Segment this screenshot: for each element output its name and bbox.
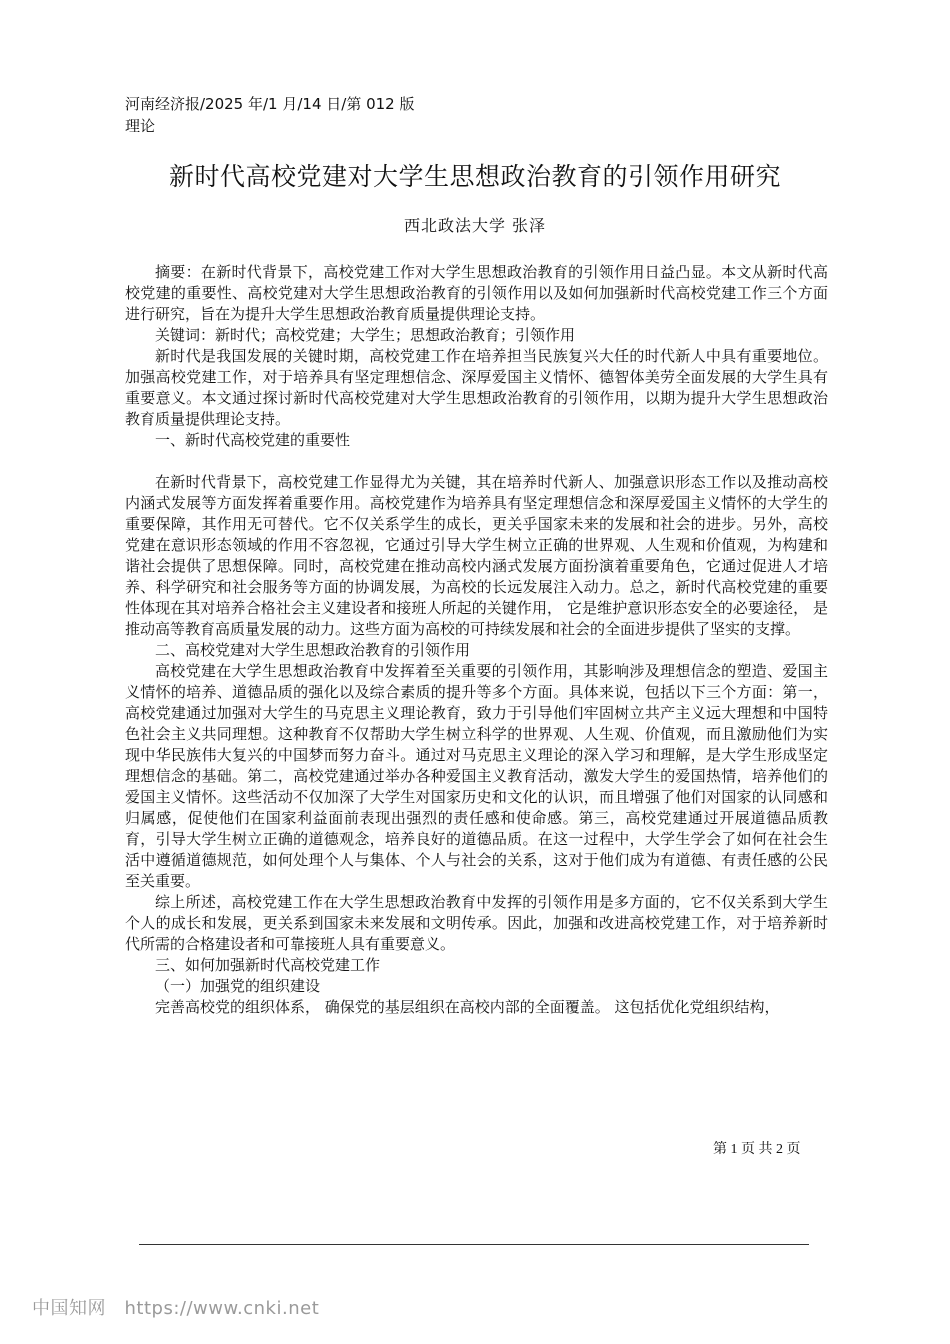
article-title: 新时代高校党建对大学生思想政治教育的引领作用研究 <box>168 162 781 191</box>
section-heading-3: 三、如何加强新时代高校党建工作 <box>155 956 381 974</box>
keywords-paragraph: 关键词：新时代；高校党建；大学生；思想政治教育；引领作用 <box>155 326 576 344</box>
section-heading-1: 一、新时代高校党建的重要性 <box>155 431 351 449</box>
body-paragraph: 在新时代背景下，高校党建工作显得尤为关键，其在培养时代新人、加强意识形态工作以及推动高校内涵式发展等方面发挥着重要作用。高校党建作为培养具有坚定理想信念和深厚爱国主义情怀的大学生的重要保障，其作用无可替代。它不仅关系学生的成长，更关乎国家未来的发展和社会的进步。另外，高校党建在意识形态领域的作用不容忽视，它通过引导大学生树立正确的世界观、人生观和价值观，为构建和谐社会提供了思想保障。同时，高校党建在推动高校内涵式发展方面扮演着重要角色，它通过促进人才培养、科学研究和社会服务等方面的协调发展，为高校的长远发展注入动力。总之，新时代高校党建的重要性体现在其对培养合格社会主义建设者和接班人所起的关键作用， 它是维护意识形态安全的必要途径， 是推动高等教育高质量发展的动力。这些方面为高校的可持续发展和社会的全面进步提供了坚实的支撑。 <box>125 473 828 638</box>
abstract-paragraph: 摘要：在新时代背景下，高校党建工作对大学生思想政治教育的引领作用日益凸显。本文从新时代高校党建的重要性、高校党建对大学生思想政治教育的引领作用以及如何加强新时代高校党建工作三个方面进行研究，旨在为提升大学生思想政治教育质量提供理论支持。 <box>125 263 828 323</box>
body-paragraph: 完善高校党的组织体系， 确保党的基层组织在高校内部的全面覆盖。 这包括优化党组织结构， <box>155 998 780 1016</box>
article-author: 西北政法大学 张泽 <box>403 216 547 235</box>
body-paragraph: 综上所述，高校党建工作在大学生思想政治教育中发挥的引领作用是多方面的，它不仅关系到大学生个人的成长和发展，更关系到国家未来发展和文明传承。因此，加强和改进高校党建工作，对于培养新时代所需的合格建设者和可靠接班人具有重要意义。 <box>125 893 828 953</box>
cnki-watermark: 中国知网 https://www.cnki.net <box>32 1298 320 1319</box>
footer-divider <box>139 1244 809 1245</box>
section-heading-2: 二、高校党建对大学生思想政治教育的引领作用 <box>155 641 471 659</box>
page-number: 第 1 页 共 2 页 <box>713 1142 801 1157</box>
subsection-heading: （一）加强党的组织建设 <box>155 977 321 995</box>
intro-paragraph: 新时代是我国发展的关键时期，高校党建工作在培养担当民族复兴大任的时代新人中具有重要地位。加强高校党建工作，对于培养具有坚定理想信念、深厚爱国主义情怀、德智体美劳全面发展的大学生具有重要意义。本文通过探讨新时代高校党建对大学生思想政治教育的引领作用，以期为提升大学生思想政治教育质量提供理论支持。 <box>125 347 828 428</box>
source-line: 河南经济报/2025 年/1 月/14 日/第 012 版理论 <box>125 95 415 135</box>
article-body <box>125 262 828 1018</box>
body-paragraph: 高校党建在大学生思想政治教育中发挥着至关重要的引领作用，其影响涉及理想信念的塑造、爱国主义情怀的培养、道德品质的强化以及综合素质的提升等多个方面。具体来说，包括以下三个方面：第一，高校党建通过加强对大学生的马克思主义理论教育，致力于引导他们牢固树立共产主义远大理想和中国特色社会主义共同理想。这种教育不仅帮助大学生树立科学的世界观、人生观、价值观，而且激励他们为实现中华民族伟大复兴的中国梦而努力奋斗。通过对马克思主义理论的深入学习和理解，是大学生形成坚定理想信念的基础。第二，高校党建通过举办各种爱国主义教育活动，激发大学生的爱国热情，培养他们的爱国主义情怀。这些活动不仅加深了大学生对国家历史和文化的认识，而且增强了他们对国家的认同感和归属感，促使他们在国家利益面前表现出强烈的责任感和使命感。第三，高校党建通过开展道德品质教育，引导大学生树立正确的道德观念，培养良好的道德品质。在这一过程中，大学生学会了如何在社会生活中遵循道德规范，如何处理个人与集体、个人与社会的关系，这对于他们成为有道德、有责任感的公民至关重要。 <box>125 662 828 890</box>
